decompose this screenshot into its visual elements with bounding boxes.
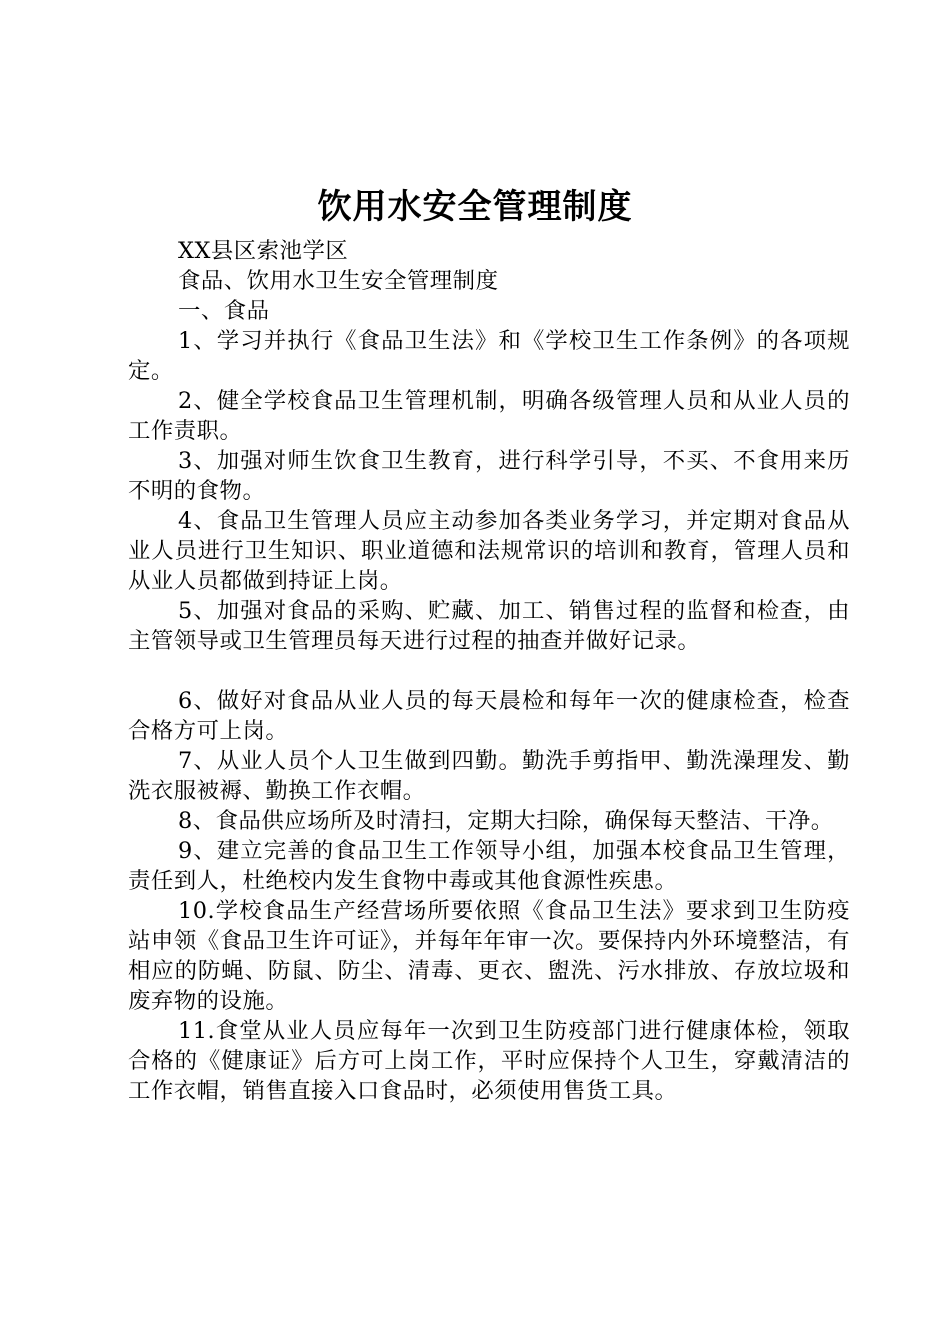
blank-line	[128, 656, 850, 686]
paragraph-item-7: 7、从业人员个人卫生做到四勤。勤洗手剪指甲、勤洗澡理发、勤洗衣服被褥、勤换工作衣帽。	[128, 748, 850, 804]
paragraph-item-1: 1、学习并执行《食品卫生法》和《学校卫生工作条例》的各项规定。	[128, 328, 850, 384]
paragraph-item-11: 11.食堂从业人员应每年一次到卫生防疫部门进行健康体检，领取合格的《健康证》后方可上岗工作，平时应保持个人卫生，穿戴清洁的工作衣帽，销售直接入口食品时，必须使用售货工具。	[128, 1018, 850, 1104]
paragraph-section-heading: 一、食品	[178, 298, 270, 324]
document-title: 饮用水安全管理制度	[317, 187, 633, 227]
paragraph-item-6: 6、做好对食品从业人员的每天晨检和每年一次的健康检查，检查合格方可上岗。	[128, 688, 850, 744]
paragraph-item-8: 8、食品供应场所及时清扫，定期大扫除，确保每天整洁、干净。	[178, 808, 834, 834]
paragraph-item-2: 2、健全学校食品卫生管理机制，明确各级管理人员和从业人员的工作责职。	[128, 388, 850, 444]
paragraph-item-3: 3、加强对师生饮食卫生教育，进行科学引导，不买、不食用来历不明的食物。	[128, 448, 850, 504]
paragraph-item-4: 4、食品卫生管理人员应主动参加各类业务学习，并定期对食品从业人员进行卫生知识、职业道德和法规常识的培训和教育，管理人员和从业人员都做到持证上岗。	[128, 508, 850, 594]
paragraph-item-10: 10.学校食品生产经营场所要依照《食品卫生法》要求到卫生防疫站申领《食品卫生许可证》，并每年年审一次。要保持内外环境整洁，有相应的防蝇、防鼠、防尘、清毒、更衣、盥洗、污水排放、存放垃圾和废弃物的设施。	[128, 898, 850, 1014]
paragraph-item-9: 9、建立完善的食品卫生工作领导小组，加强本校食品卫生管理，责任到人，杜绝校内发生食物中毒或其他食源性疾患。	[128, 838, 850, 894]
paragraph-school-district: XX县区索池学区	[178, 238, 349, 264]
paragraph-item-5: 5、加强对食品的采购、贮藏、加工、销售过程的监督和检查，由主管领导或卫生管理员每天进行过程的抽查并做好记录。	[128, 598, 850, 654]
document-body	[128, 236, 850, 1106]
paragraph-subtitle: 食品、饮用水卫生安全管理制度	[178, 268, 499, 294]
